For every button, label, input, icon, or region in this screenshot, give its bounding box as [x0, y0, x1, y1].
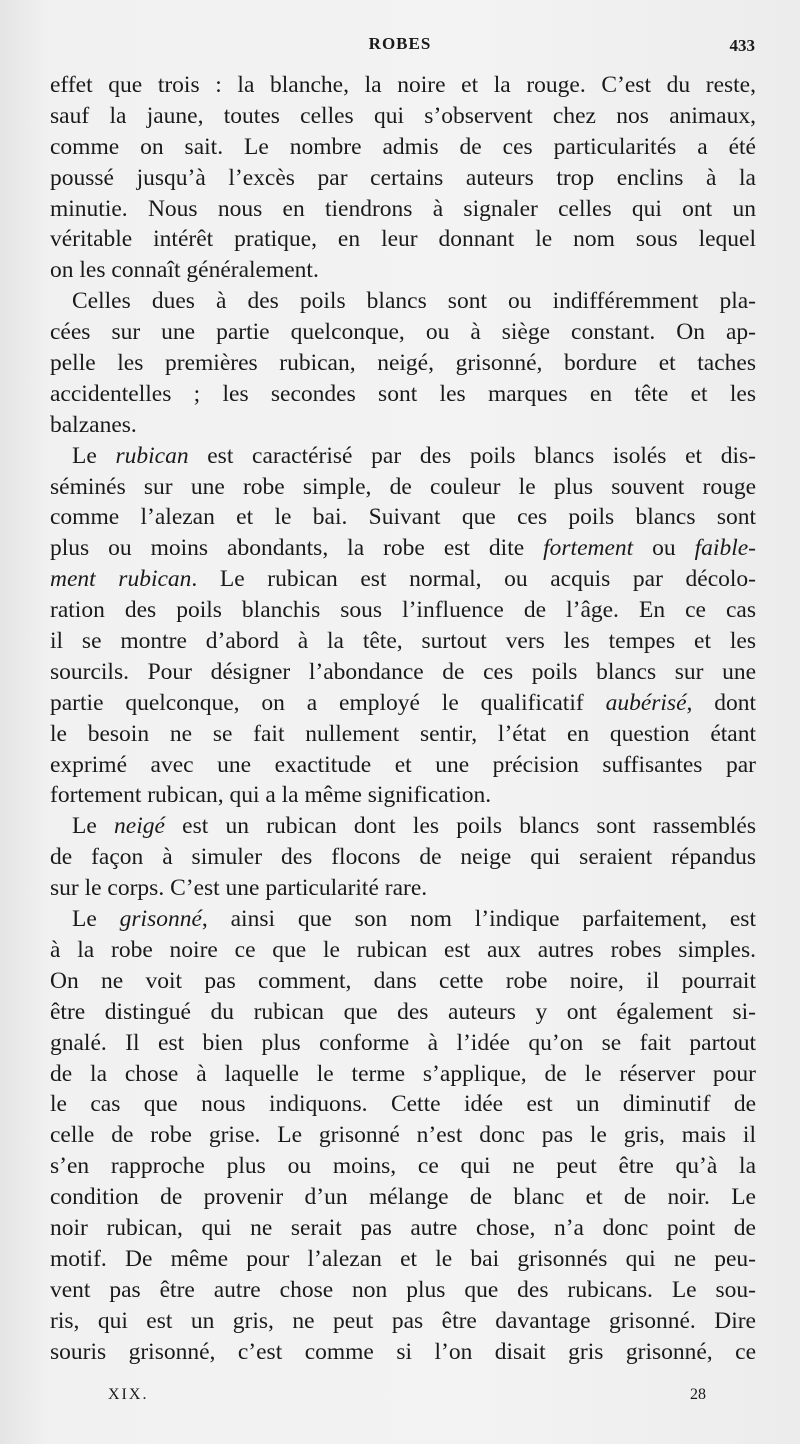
text-line: ment rubican. Le rubican est normal, ou acquis par décolo- [50, 566, 756, 593]
text-line: Le rubican est caractérisé par des poils blancs isolés et dis- [72, 442, 756, 469]
text-line: séminés sur une robe simple, de couleur le plus souvent rouge [50, 473, 756, 500]
text-line: sauf la jaune, toutes celles qui s’observent chez nos animaux, [50, 102, 756, 129]
text-line: noir rubican, qui ne serait pas autre chose, n’a donc point de [50, 1214, 756, 1241]
running-head [0, 34, 800, 58]
body-text [50, 70, 756, 1367]
running-title: ROBES [368, 34, 432, 53]
text-line: on les connaît généralement. [50, 257, 319, 284]
text-line: motif. De même pour l’alezan et le bai grisonnés qui ne peu- [50, 1245, 756, 1272]
text-line: fortement rubican, qui a la même signification. [50, 782, 492, 809]
text-line: Celles dues à des poils blancs sont ou indifféremment pla- [72, 288, 756, 315]
italic-term: faible- [694, 535, 756, 562]
italic-term: ment rubican [50, 566, 192, 593]
italic-term: neigé [114, 813, 165, 840]
text-line: condition de provenir d’un mélange de blanc et de noir. Le [50, 1184, 756, 1211]
page-footer [0, 1386, 800, 1410]
text-line: comme on sait. Le nombre admis de ces particularités a été [50, 133, 756, 160]
text-line: être distingué du rubican que des auteurs y ont également si- [50, 998, 756, 1025]
text-line: poussé jusqu’à l’excès par certains auteurs trop enclins à la [50, 164, 756, 191]
text-line: gnalé. Il est bien plus conforme à l’idée qu’on se fait partout [50, 1029, 756, 1056]
text-line: ration des poils blanchis sous l’influence de l’âge. En ce cas [50, 597, 756, 624]
italic-term: rubican [115, 442, 189, 469]
page-number: 433 [729, 36, 755, 55]
text-line: le besoin ne se fait nullement sentir, l’état en question étant [50, 720, 756, 747]
text-line: vent pas être autre chose non plus que des rubicans. Le sou- [50, 1276, 756, 1303]
text-line: celle de robe grise. Le grisonné n’est donc pas le gris, mais il [50, 1122, 756, 1149]
text-line: pelle les premières rubican, neigé, grisonné, bordure et taches [50, 350, 756, 377]
italic-term: aubérisé [605, 689, 687, 716]
text-line: de la chose à laquelle le terme s’applique, de le réserver pour [50, 1060, 756, 1087]
sheet-number: 28 [690, 1386, 706, 1403]
italic-term: grisonné [119, 906, 202, 933]
text-line: il se montre d’abord à la tête, surtout vers les tempes et les [50, 628, 756, 655]
text-line: partie quelconque, on a employé le qualificatif aubérisé, dont [50, 689, 756, 716]
text-line: On ne voit pas comment, dans cette robe noire, il pourrait [50, 967, 756, 994]
italic-term: fortement [543, 535, 634, 562]
text-line: de façon à simuler des flocons de neige qui seraient répandus [50, 844, 756, 871]
text-line: Le grisonné, ainsi que son nom l’indique parfaitement, est [72, 906, 756, 933]
text-line: souris grisonné, c’est comme si l’on disait gris grisonné, ce [50, 1338, 756, 1365]
text-line: à la robe noire ce que le rubican est aux autres robes simples. [50, 936, 756, 963]
text-line: sourcils. Pour désigner l’abondance de ces poils blancs sur une [50, 658, 756, 685]
text-line: le cas que nous indiquons. Cette idée est un diminutif de [50, 1091, 756, 1118]
text-line: plus ou moins abondants, la robe est dite fortement ou faible- [50, 535, 756, 562]
text-line: comme l’alezan et le bai. Suivant que ces poils blancs sont [50, 504, 756, 531]
text-line: accidentelles ; les secondes sont les marques en tête et les [50, 380, 756, 407]
text-line: effet que trois : la blanche, la noire et la rouge. C’est du reste, [50, 72, 756, 98]
text-line: exprimé avec une exactitude et une précision suffisantes par [50, 751, 756, 778]
text-line: ris, qui est un gris, ne peut pas être davantage grisonné. Dire [50, 1307, 756, 1334]
text-line: cées sur une partie quelconque, ou à siège constant. On ap- [50, 319, 756, 346]
text-line: Le neigé est un rubican dont les poils blancs sont rassemblés [72, 813, 756, 840]
text-line: s’en rapproche plus ou moins, ce qui ne peut être qu’à la [50, 1153, 756, 1180]
text-line: véritable intérêt pratique, en leur donnant le nom sous lequel [50, 226, 756, 253]
text-line: balzanes. [50, 411, 137, 438]
text-line: minutie. Nous nous en tiendrons à signaler celles qui ont un [50, 195, 756, 222]
signature-mark: XIX. [108, 1386, 149, 1403]
text-line: sur le corps. C’est une particularité rare. [50, 875, 428, 902]
